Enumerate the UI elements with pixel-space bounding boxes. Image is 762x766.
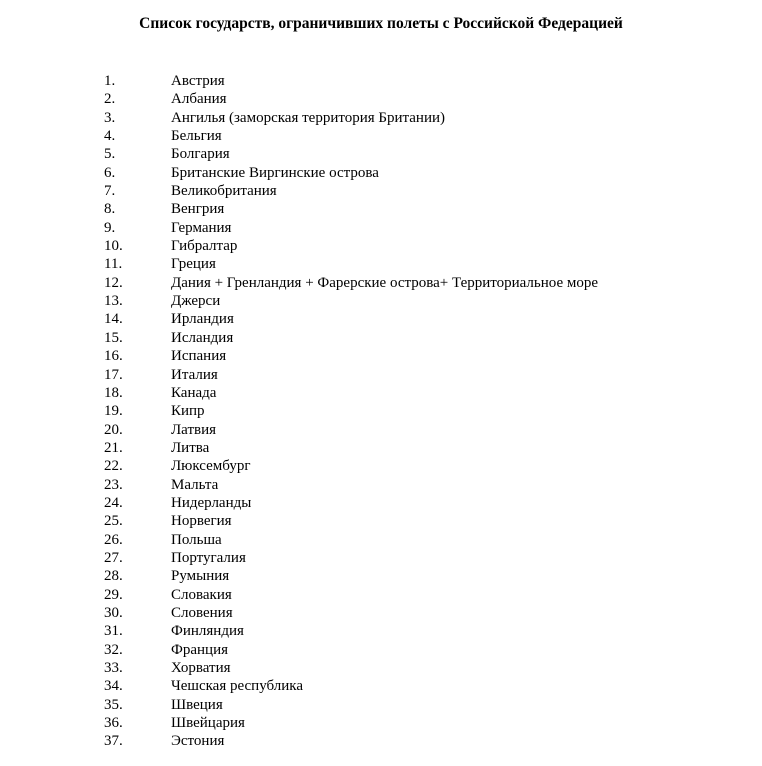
country-name: Чешская республика [171,678,303,695]
item-number: 17. [104,366,123,383]
country-list [0,72,762,751]
item-number: 23. [104,476,123,493]
list-item [0,586,762,604]
item-number: 30. [104,604,123,621]
country-name: Гибралтар [171,238,238,255]
list-item [0,622,762,640]
country-name: Германия [171,219,232,236]
list-item [0,494,762,512]
country-name: Словакия [171,586,232,603]
country-name: Австрия [171,73,225,89]
country-name: Швейцария [171,715,245,732]
list-item [0,641,762,659]
list-item [0,274,762,292]
item-number: 28. [104,568,123,585]
list-item [0,677,762,695]
item-number: 11. [104,256,123,273]
list-item [0,127,762,145]
country-name: Швеция [171,696,223,713]
list-item [0,145,762,163]
list-item [0,72,762,90]
country-name: Хорватия [171,660,231,676]
list-item [0,659,762,677]
country-name: Исландия [171,329,234,346]
item-number: 33. [104,660,123,676]
document-title: Список государств, ограничивших полеты с Российской Федерацией [139,15,623,32]
item-number: 13. [104,293,123,310]
list-item [0,696,762,714]
item-number: 37. [104,733,123,750]
country-name: Италия [171,366,218,383]
list-item [0,512,762,530]
country-name: Ангилья (заморская территория Британии) [171,109,445,126]
country-name: Кипр [171,403,205,420]
item-number: 7. [104,183,116,200]
item-number: 35. [104,696,123,713]
country-name: Нидерланды [171,494,252,511]
item-number: 10. [104,238,123,255]
country-name: Литва [171,439,210,456]
item-number: 32. [104,641,123,658]
country-name: Канада [171,384,217,401]
country-name: Норвегия [171,513,232,530]
item-number: 34. [104,678,123,695]
country-name: Мальта [171,476,219,493]
item-number: 4. [104,128,116,145]
item-number: 9. [104,219,116,236]
item-number: 16. [104,348,123,365]
item-number: 25. [104,513,123,530]
list-item [0,237,762,255]
list-item [0,219,762,237]
list-item [0,329,762,347]
item-number: 8. [104,201,116,218]
item-number: 29. [104,586,123,603]
item-number: 1. [104,73,116,89]
country-name: Венгрия [171,201,225,218]
list-item [0,292,762,310]
country-name: Польша [171,531,222,548]
list-item [0,90,762,108]
list-item [0,421,762,439]
country-name: Латвия [171,421,217,438]
item-number: 6. [104,164,116,181]
country-name: Великобритания [171,183,277,200]
country-name: Болгария [171,146,230,163]
country-name: Испания [171,348,227,365]
item-number: 27. [104,549,123,566]
item-number: 36. [104,715,123,732]
list-item [0,402,762,420]
country-name: Джерси [171,293,221,310]
item-number: 12. [104,274,123,291]
country-name: Дания + Гренландия + Фарерские острова+ Территориальное море [171,274,599,291]
country-name: Словения [171,604,233,621]
list-item [0,457,762,475]
list-item [0,200,762,218]
item-number: 21. [104,439,123,456]
item-number: 3. [104,109,116,126]
item-number: 19. [104,403,123,420]
list-item [0,109,762,127]
country-name: Люксембург [171,458,251,475]
list-item [0,164,762,182]
item-number: 31. [104,623,123,640]
item-number: 26. [104,531,123,548]
country-name: Бельгия [171,128,222,145]
item-number: 2. [104,91,116,108]
item-number: 20. [104,421,123,438]
country-name: Эстония [171,733,225,750]
list-item [0,604,762,622]
list-item [0,714,762,732]
country-name: Португалия [171,549,246,566]
list-item [0,310,762,328]
list-item [0,255,762,273]
item-number: 22. [104,458,123,475]
list-item [0,347,762,365]
country-name: Британские Виргинские острова [171,164,379,181]
country-name: Греция [171,256,216,273]
country-name: Румыния [171,568,230,585]
item-number: 5. [104,146,116,163]
list-item [0,366,762,384]
list-item [0,476,762,494]
item-number: 15. [104,329,123,346]
list-item [0,549,762,567]
list-item [0,384,762,402]
item-number: 18. [104,384,123,401]
list-item [0,182,762,200]
country-name: Ирландия [171,311,234,328]
country-name: Финляндия [171,623,244,640]
list-item [0,567,762,585]
list-item [0,531,762,549]
country-name: Албания [171,91,227,108]
list-item [0,732,762,750]
list-item [0,439,762,457]
item-number: 14. [104,311,123,328]
country-name: Франция [171,641,228,658]
item-number: 24. [104,494,123,511]
